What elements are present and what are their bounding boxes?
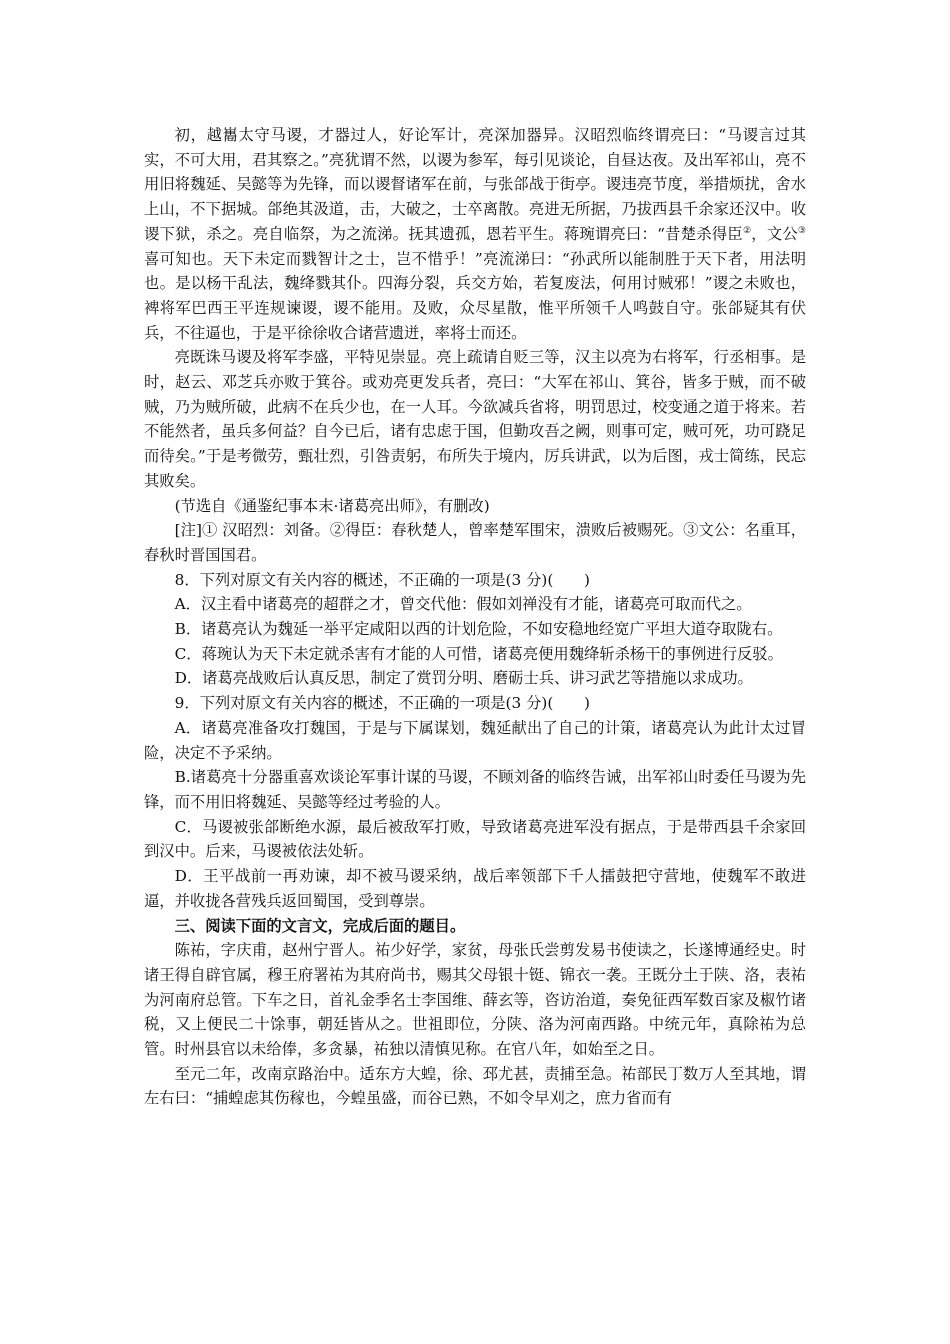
document-page	[144, 123, 806, 1111]
section-3-heading: 三、阅读下面的文言文，完成后面的题目。	[174, 916, 466, 935]
question-8-option-b: B．诸葛亮认为魏延一举平定咸阳以西的计划危险，不如安稳地经宽广平坦大道夺取陇右。	[174, 620, 783, 639]
section-3-paragraph-1: 陈祐，字庆甫，赵州宁晋人。祐少好学，家贫，母张氏尝剪发易书使读之，长遂博通经史。时诸王得自辟官属，穆王府署祐为其府尚书，赐其父母银十铤、锦衣一袭。王既分土于陕、洛，表祐为河南府总管。下车之日，首礼金季名士李国维、薛玄等，咨访治道，奏免征西军数百家及椒竹诸税，又上便民二十馀事，朝廷皆从之。世祖即位，分陕、洛为河南西路。中统元年，真除祐为总管。时州县官以未给俸，多贪暴，祐独以清慎见称。在官八年，如始至之日。	[144, 941, 806, 1059]
question-8-option-a: A．汉主看中诸葛亮的超群之才，曾交代他：假如刘禅没有才能，诸葛亮可取而代之。	[174, 595, 752, 614]
footnote-marker-2: ②	[742, 225, 752, 236]
passage-paragraph-2: 亮既诛马谡及将军李盛，平特见崇显。亮上疏请自贬三等，汉主以亮为右将军，行丞相事。是时，赵云、邓芝兵亦败于箕谷。或劝亮更发兵者，亮曰：“大军在祁山、箕谷，皆多于贼，而不破贼，乃为贼所破，此病不在兵少也，在一人耳。今欲减兵省将，明罚思过，校变通之道于将来。若不能然者，虽兵多何益？自今已后，诸有忠虑于国，但勤攻吾之阙，则事可定，贼可死，功可跷足而待矣。”于是考微劳，甄壮烈，引咎责躬，布所失于境内，厉兵讲武，以为后图，戎士简练，民忘其败矣。	[144, 348, 806, 490]
question-8-option-d: D．诸葛亮战败后认真反思，制定了赏罚分明、磨砺士兵、讲习武艺等措施以求成功。	[174, 669, 753, 688]
question-8-stem: 8．下列对原文有关内容的概述，不正确的一项是(3 分)( )	[174, 570, 590, 589]
question-9-option-c: C．马谡被张郃断绝水源，最后被敌军打败，导致诸葛亮进军没有据点，于是带西县千余家回到汉中。后来，马谡被依法处斩。	[144, 817, 806, 861]
passage-paragraph-1: 初，越巂太守马谡，才器过人，好论军计，亮深加器异。汉昭烈临终谓亮曰：“马谡言过其实，不可大用，君其察之。”亮犹谓不然，以谡为参军，每引见谈论，自昼达夜。及出军祁山，亮不用旧将魏延、吴懿等为先锋，而以谡督诸军在前，与张郃战于街亭。谡违亮节度，举措烦扰，舍水上山，不下据城。郃绝其汲道，击，大破之，士卒离散。亮进无所据，乃拔西县千余家还汉中。收谡下狱，杀之。亮自临祭，为之流涕。抚其遗孤，恩若平生。蒋琬谓亮曰：“昔楚杀得臣②，文公③喜可知也。天下未定而戮智计之士，岂不惜乎！”亮流涕曰：“孙武所以能制胜于天下者，用法明也。是以杨干乱法，魏绛戮其仆。四海分裂，兵交方始，若复废法，何用讨贼邪！”谡之未败也，裨将军巴西王平连规谏谡，谡不能用。及败，众尽星散，惟平所领千人鸣鼓自守。张郃疑其有伏兵，不往逼也，于是平徐徐收合诸营遗迸，率将士而还。	[144, 126, 806, 342]
footnote-marker-3: ③	[797, 225, 806, 236]
question-9-stem: 9．下列对原文有关内容的概述，不正确的一项是(3 分)( )	[174, 694, 590, 713]
question-9-option-d: D．王平战前一再劝谏，却不被马谡采纳，战后率领部下千人擂鼓把守营地，使魏军不敢进逼，并收拢各营残兵返回蜀国，受到尊崇。	[144, 867, 806, 910]
question-9-option-b: B.诸葛亮十分器重喜欢谈论军事计谋的马谡，不顾刘备的临终告诫，出军祁山时委任马谡为先锋，而不用旧将魏延、吴懿等经过考验的人。	[144, 768, 806, 811]
passage-source: (节选自《通鉴纪事本末·诸葛亮出师》，有删改)	[174, 496, 490, 515]
question-9-option-a: A．诸葛亮准备攻打魏国，于是与下属谋划，魏延献出了自己的计策，诸葛亮认为此计太过冒险，决定不予采纳。	[144, 718, 806, 762]
question-8-option-c: C．蒋琬认为天下未定就杀害有才能的人可惜，诸葛亮便用魏绛斩杀杨干的事例进行反驳。	[174, 644, 783, 663]
passage-note: [注]① 汉昭烈：刘备。②得臣：春秋楚人，曾率楚军围宋，溃败后被赐死。③文公：名重耳，春秋时晋国国君。	[144, 521, 806, 564]
section-3-paragraph-2: 至元二年，改南京路治中。适东方大蝗，徐、邳尤甚，责捕至急。祐部民丁数万人至其地，谓左右曰：“捕蝗虑其伤稼也，今蝗虽盛，而谷已熟，不如令早刈之，庶力省而有	[144, 1064, 806, 1108]
